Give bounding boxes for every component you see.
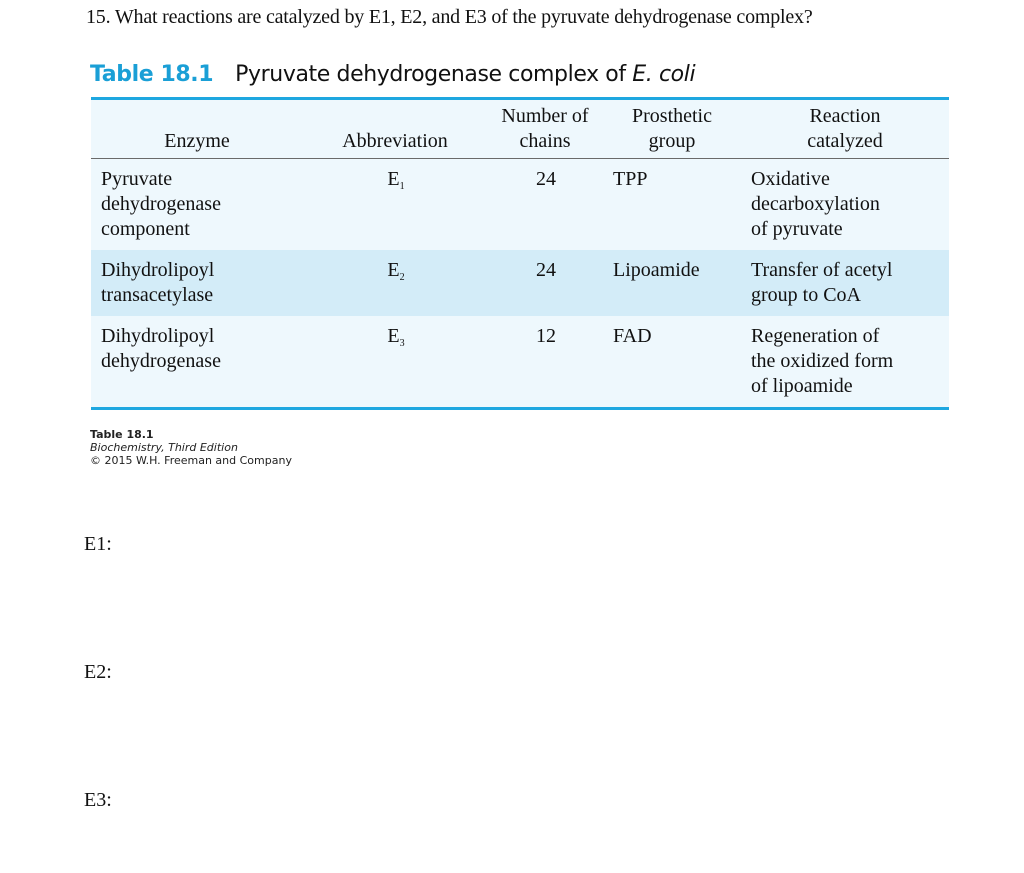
cell-abbreviation: $E_2$ [303, 250, 487, 316]
cell-enzyme: Dihydrolipoyl transacetylase [91, 250, 303, 316]
cell-prosthetic: FAD [613, 325, 652, 347]
cell-reaction: Oxidative decarboxylation of pyruvate [751, 168, 880, 240]
table-caption-organism: E. coli [632, 62, 696, 87]
table-row-e3 [91, 316, 949, 407]
cell-prosthetic: Lipoamide [603, 250, 741, 316]
header-abbreviation: Abbreviation [303, 100, 487, 159]
question-text: 15. What reactions are catalyzed by E1, E2, and E3 of the pyruvate dehydrogenase complex? [86, 6, 813, 28]
credit-book-title: Biochemistry, Third Edition [90, 441, 238, 454]
table-title [90, 62, 695, 87]
answer-label-e3: E3: [84, 789, 112, 811]
cell-chains: 24 [536, 168, 556, 190]
header-enzyme: Enzyme [91, 100, 303, 159]
table-row-e1 [91, 159, 949, 251]
credit-copyright: © 2015 W.H. Freeman and Company [90, 454, 292, 467]
cell-chains: 24 [487, 250, 603, 316]
cell-reaction: Regeneration of the oxidized form of lipoamide [751, 325, 894, 397]
cell-abbreviation: $E_3$ [387, 325, 405, 349]
table-caption: Pyruvate dehydrogenase complex of [235, 62, 633, 87]
header-reaction-catalyzed: Reaction catalyzed [741, 100, 949, 159]
answer-label-e2: E2: [84, 661, 112, 683]
answer-label-e1: E1: [84, 533, 112, 555]
table-label: Table 18.1 [90, 62, 214, 87]
source-credit [90, 428, 292, 467]
cell-chains: 12 [536, 325, 556, 347]
cell-reaction: Transfer of acetyl group to CoA [741, 250, 949, 316]
cell-enzyme: Pyruvate dehydrogenase component [101, 168, 221, 240]
enzyme-table [91, 97, 949, 410]
credit-table-label: Table 18.1 [90, 428, 154, 441]
table-header-row [91, 100, 949, 159]
header-prosthetic-group: Prosthetic group [603, 100, 741, 159]
header-number-of-chains: Number of chains [487, 100, 603, 159]
cell-prosthetic: TPP [613, 168, 648, 190]
cell-enzyme: Dihydrolipoyl dehydrogenase [101, 325, 221, 372]
cell-abbreviation: $E_1$ [387, 168, 405, 192]
table-row-e2 [91, 250, 949, 316]
